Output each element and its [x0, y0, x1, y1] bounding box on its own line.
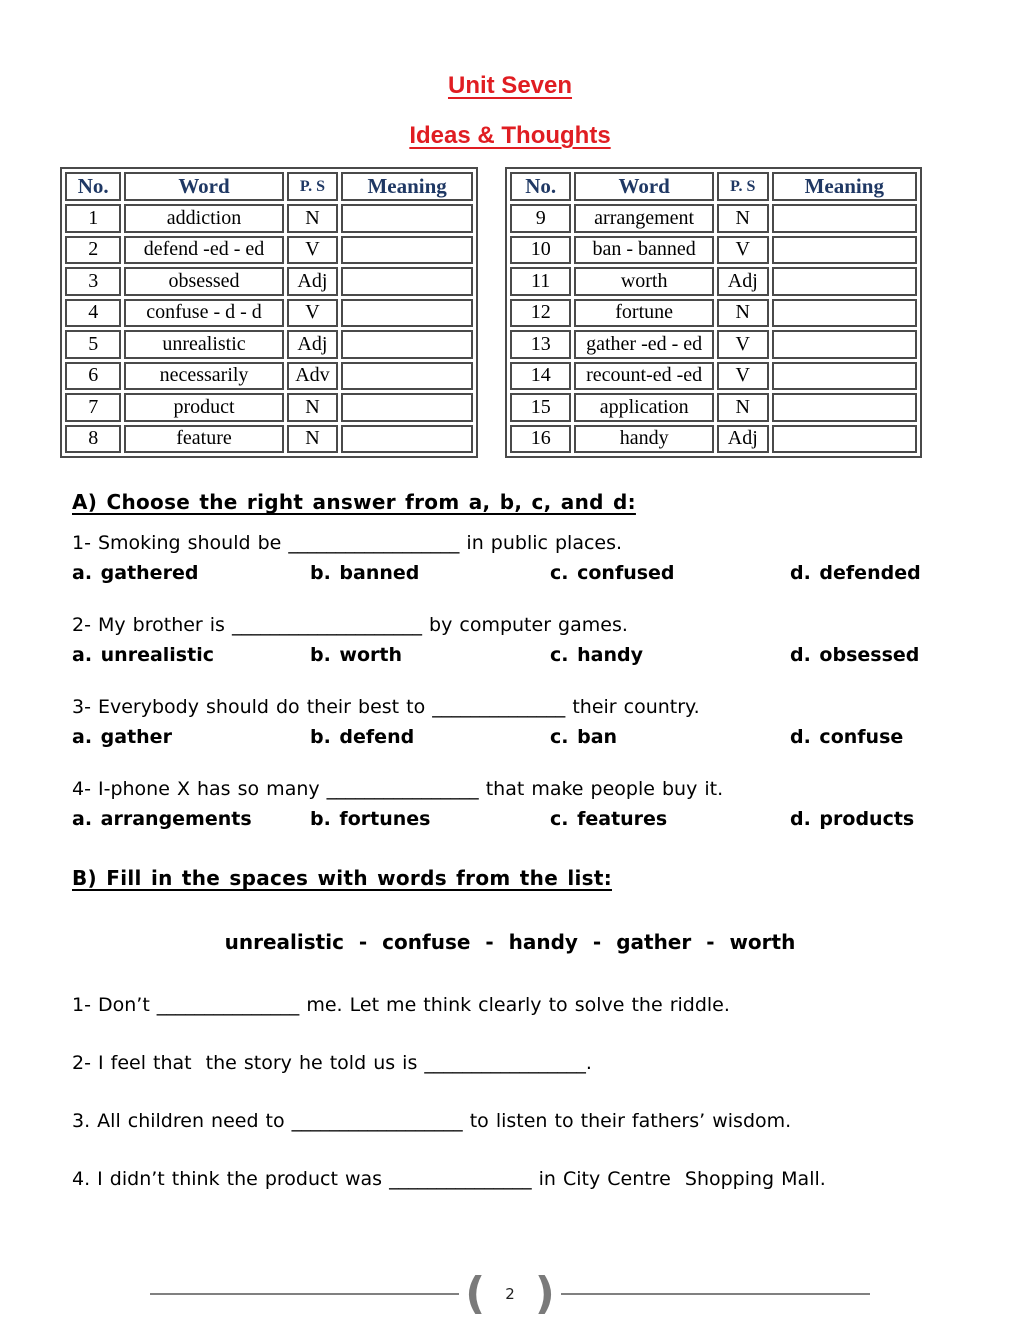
option-c: c. features [550, 808, 668, 830]
col-header-ps: P. S [717, 172, 769, 201]
fill-sentence-2: 2- I feel that the story he told us is _________________. [72, 1052, 592, 1074]
option-d: d. confuse [790, 726, 904, 748]
vocab-word: defend -ed - ed [124, 236, 283, 265]
table-row [510, 330, 917, 359]
vocab-word: confuse - d - d [124, 299, 283, 328]
section-b-heading: B) Fill in the spaces with words from the list: [72, 866, 612, 890]
option-b: b. worth [310, 644, 403, 666]
vocab-word: feature [124, 425, 283, 454]
col-header-no: No. [65, 172, 121, 201]
vocab-no: 11 [510, 267, 571, 296]
vocab-pos: Adj [717, 425, 769, 454]
vocab-meaning [772, 267, 917, 296]
vocab-no: 2 [65, 236, 121, 265]
vocab-meaning [341, 299, 473, 328]
question-1-text: 1- Smoking should be __________________ in public places. [72, 532, 623, 554]
vocab-no: 6 [65, 362, 121, 391]
table-row [65, 362, 473, 391]
vocab-no: 3 [65, 267, 121, 296]
vocab-table-right [505, 167, 922, 458]
vocab-pos: V [717, 362, 769, 391]
option-d: d. defended [790, 562, 921, 584]
vocab-no: 16 [510, 425, 571, 454]
vocab-word: addiction [124, 204, 283, 233]
fill-sentence-3: 3. All children need to __________________ to listen to their fathers’ wisdom. [72, 1110, 792, 1132]
table-row [65, 393, 473, 422]
fill-sentence-1: 1- Don’t _______________ me. Let me think clearly to solve the riddle. [72, 994, 730, 1016]
vocab-pos: N [717, 299, 769, 328]
vocab-word: product [124, 393, 283, 422]
option-d: d. products [790, 808, 915, 830]
question-3-text: 3- Everybody should do their best to ______________ their country. [72, 696, 700, 718]
vocab-pos: N [287, 204, 339, 233]
vocab-word: obsessed [124, 267, 283, 296]
vocab-word: arrangement [574, 204, 714, 233]
vocab-no: 4 [65, 299, 121, 328]
col-header-word: Word [124, 172, 283, 201]
vocab-word: application [574, 393, 714, 422]
table-row [510, 267, 917, 296]
vocab-no: 10 [510, 236, 571, 265]
table-row [65, 236, 473, 265]
vocab-word: recount-ed -ed [574, 362, 714, 391]
vocab-meaning [341, 425, 473, 454]
option-b: b. banned [310, 562, 420, 584]
option-a: a. gathered [72, 562, 199, 584]
vocab-pos: V [717, 330, 769, 359]
vocab-word: handy [574, 425, 714, 454]
option-b: b. defend [310, 726, 415, 748]
vocab-meaning [772, 236, 917, 265]
table-row [510, 204, 917, 233]
question-2-text: 2- My brother is ____________________ by computer games. [72, 614, 628, 636]
vocab-no: 15 [510, 393, 571, 422]
question-2-options [72, 644, 1020, 666]
option-b: b. fortunes [310, 808, 431, 830]
vocab-no: 12 [510, 299, 571, 328]
vocab-pos: V [717, 236, 769, 265]
question-4-text: 4- I-phone X has so many ________________ that make people buy it. [72, 778, 724, 800]
vocab-no: 14 [510, 362, 571, 391]
col-header-no: No. [510, 172, 571, 201]
vocab-word: necessarily [124, 362, 283, 391]
vocab-table-left [60, 167, 478, 458]
vocab-meaning [772, 393, 917, 422]
fill-sentence-4: 4. I didn’t think the product was _______________ in City Centre Shopping Mall. [72, 1168, 826, 1190]
vocab-meaning [341, 236, 473, 265]
vocab-meaning [341, 204, 473, 233]
vocab-pos: N [287, 425, 339, 454]
option-c: c. handy [550, 644, 643, 666]
vocab-no: 13 [510, 330, 571, 359]
vocab-meaning [341, 393, 473, 422]
table-row [65, 425, 473, 454]
word-bank: unrealistic - confuse - handy - gather - worth [224, 930, 796, 954]
col-header-word: Word [574, 172, 714, 201]
vocab-tables [60, 167, 922, 458]
option-c: c. ban [550, 726, 618, 748]
option-d: d. obsessed [790, 644, 920, 666]
section-a-heading: A) Choose the right answer from a, b, c, and d: [72, 490, 636, 514]
vocab-pos: N [717, 393, 769, 422]
col-header-meaning: Meaning [341, 172, 473, 201]
vocab-word: fortune [574, 299, 714, 328]
vocab-word: ban - banned [574, 236, 714, 265]
footer-rule-left [150, 1293, 459, 1295]
table-row [510, 236, 917, 265]
vocab-pos: N [287, 393, 339, 422]
option-c: c. confused [550, 562, 675, 584]
vocab-meaning [772, 204, 917, 233]
question-3-options [72, 726, 1020, 748]
col-header-ps: P. S [287, 172, 339, 201]
table-row [65, 299, 473, 328]
vocab-meaning [341, 362, 473, 391]
table-row [510, 425, 917, 454]
vocab-word: unrealistic [124, 330, 283, 359]
vocab-no: 7 [65, 393, 121, 422]
vocab-pos: V [287, 236, 339, 265]
vocab-meaning [772, 362, 917, 391]
vocab-meaning [772, 425, 917, 454]
vocab-meaning [772, 299, 917, 328]
vocab-no: 9 [510, 204, 571, 233]
page-subtitle: Ideas & Thoughts [409, 122, 611, 149]
page-footer: ( 2 ) [0, 1293, 1020, 1295]
vocab-pos: Adj [287, 267, 339, 296]
table-row [65, 330, 473, 359]
vocab-no: 8 [65, 425, 121, 454]
option-a: a. unrealistic [72, 644, 214, 666]
vocab-pos: V [287, 299, 339, 328]
vocab-pos: Adv [287, 362, 339, 391]
option-a: a. gather [72, 726, 172, 748]
table-row [65, 267, 473, 296]
vocab-meaning [772, 330, 917, 359]
vocab-meaning [341, 267, 473, 296]
page-title: Unit Seven [447, 72, 573, 99]
table-row [510, 299, 917, 328]
vocab-pos: N [717, 204, 769, 233]
option-a: a. arrangements [72, 808, 252, 830]
table-header-row [510, 172, 917, 201]
vocab-word: worth [574, 267, 714, 296]
table-row [65, 204, 473, 233]
col-header-meaning: Meaning [772, 172, 917, 201]
table-row [510, 393, 917, 422]
table-row [510, 362, 917, 391]
question-4-options [72, 808, 1020, 830]
footer-rule-right [561, 1293, 870, 1295]
vocab-word: gather -ed - ed [574, 330, 714, 359]
vocab-no: 1 [65, 204, 121, 233]
question-1-options [72, 562, 1020, 584]
vocab-pos: Adj [717, 267, 769, 296]
table-header-row [65, 172, 473, 201]
vocab-meaning [341, 330, 473, 359]
vocab-pos: Adj [287, 330, 339, 359]
vocab-no: 5 [65, 330, 121, 359]
